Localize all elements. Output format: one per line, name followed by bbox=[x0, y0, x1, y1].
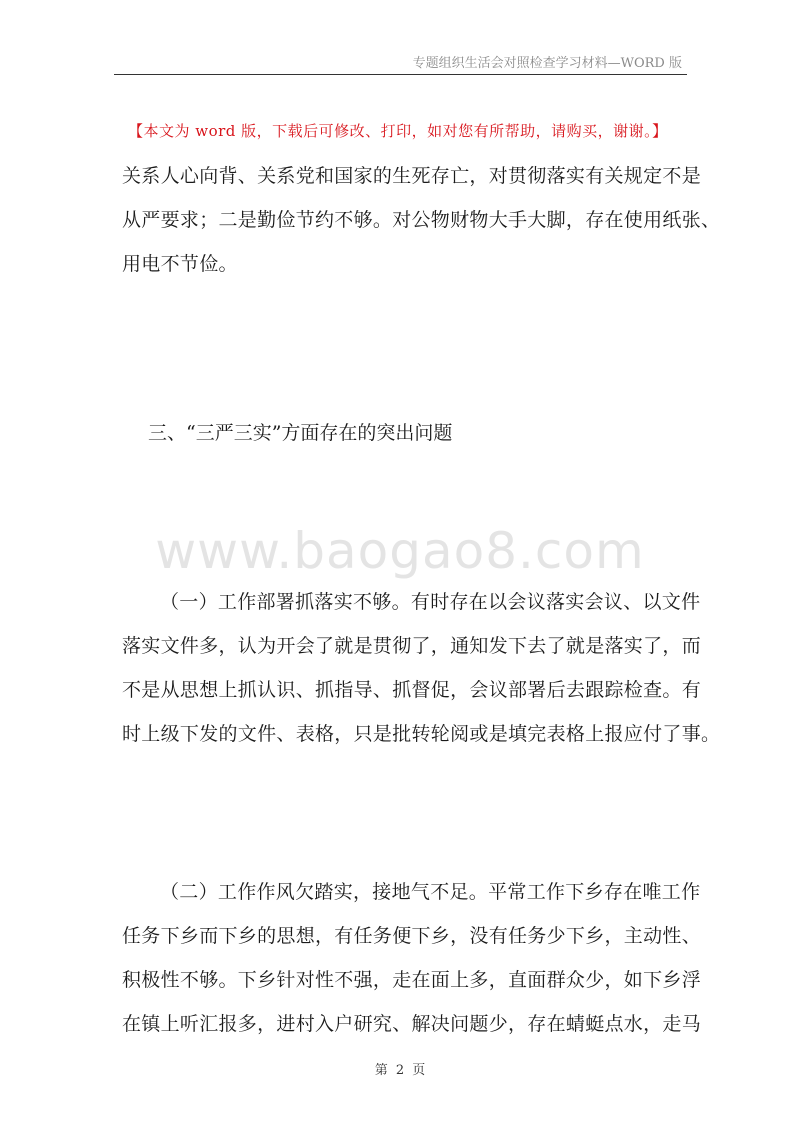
paragraph-2-line: 不是从思想上抓认识、抓指导、抓督促，会议部署后去跟踪检查。有 bbox=[122, 679, 702, 701]
paragraph-3-line: 任务下乡而下乡的思想，有任务便下乡，没有任务少下乡，主动性、 bbox=[122, 925, 702, 947]
paragraph-2-line: 落实文件多，认为开会了就是贯彻了，通知发下去了就是落实了，而 bbox=[122, 635, 702, 657]
section-heading-3: 三、“三严三实”方面存在的突出问题 bbox=[148, 422, 453, 444]
page-footer bbox=[0, 1059, 800, 1078]
paragraph-1-line: 从严要求；二是勤俭节约不够。对公物财物大手大脚，存在使用纸张、 bbox=[122, 209, 721, 231]
paragraph-3-line: 积极性不够。下乡针对性不强，走在面上多，直面群众少，如下乡浮 bbox=[122, 969, 702, 991]
watermark: www.baogao8.com bbox=[155, 522, 645, 580]
paragraph-2 bbox=[122, 580, 721, 756]
footer-suffix: 页 bbox=[412, 1063, 426, 1078]
paragraph-2-line: （一）工作部署抓落实不够。有时存在以会议落实会议、以文件 bbox=[160, 591, 701, 613]
paragraph-3-line: 在镇上听汇报多，进村入户研究、解决问题少，存在蜻蜓点水，走马 bbox=[122, 1013, 702, 1035]
paragraph-1-line: 关系人心向背、关系党和国家的生死存亡，对贯彻落实有关规定不是 bbox=[122, 165, 702, 187]
page-number: 2 bbox=[395, 1063, 405, 1078]
paragraph-1-line: 用电不节俭。 bbox=[122, 253, 238, 275]
purchase-notice: 【本文为 word 版，下载后可修改、打印，如对您有所帮助，请购买，谢谢。】 bbox=[128, 122, 668, 140]
paragraph-3 bbox=[122, 870, 702, 1046]
header-title: 专题组织生活会对照检查学习材料—WORD 版 bbox=[412, 56, 682, 71]
paragraph-1 bbox=[122, 154, 721, 286]
footer-prefix: 第 bbox=[374, 1063, 388, 1078]
paragraph-3-line: （二）工作作风欠踏实，接地气不足。平常工作下乡存在唯工作 bbox=[160, 881, 701, 903]
paragraph-2-line: 时上级下发的文件、表格，只是批转轮阅或是填完表格上报应付了事。 bbox=[122, 723, 721, 745]
header-divider bbox=[114, 74, 687, 75]
